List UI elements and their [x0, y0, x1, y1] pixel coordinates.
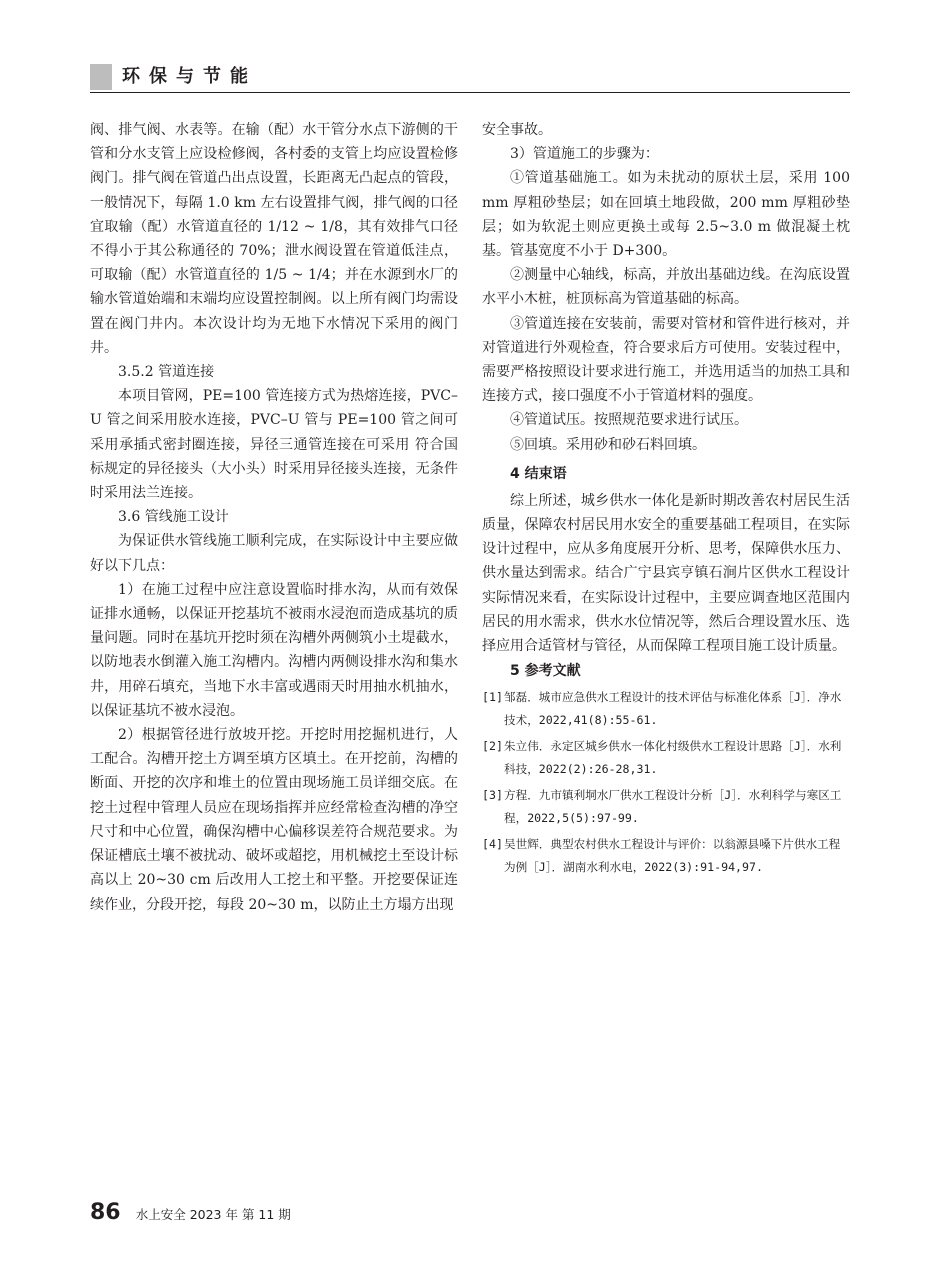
- right-column: [482, 118, 850, 882]
- left-paragraph-item-1: 1）在施工过程中应注意设置临时排水沟，从而有效保证排水通畅，以保证开挖基坑不被雨水浸泡而造成基坑的质量问题。同时在基坑开挖时须在沟槽外两侧筑小土堤截水，以防地表水倒灌入施工沟槽内。沟槽内两侧设排水沟和集水井，用碎石填充，当地下水丰富或遇雨天时用抽水机抽水，以保证基坑不被水浸泡。: [90, 581, 458, 719]
- reference-item: [482, 686, 850, 732]
- heading-3-6: 3.6 管线施工设计: [118, 509, 229, 526]
- right-paragraph-item-3: 3）管道施工的步骤为：: [510, 146, 659, 163]
- reference-text: 方程．九市镇利垌水厂供水工程设计分析［J］．水利科学与寒区工程，2022,5(5):97-99.: [504, 788, 842, 826]
- right-paragraph-step-4: ④管道试压。按照规范要求进行试压。: [510, 412, 748, 429]
- left-column: [90, 118, 458, 917]
- section-header-title: 环保与节能: [122, 66, 257, 87]
- right-paragraph-step-5: ⑤回填。采用砂和砂石料回填。: [510, 436, 706, 453]
- reference-number: [3]: [482, 788, 503, 803]
- heading-5-references: 5 参考文献: [510, 663, 581, 680]
- journal-issue: 水上安全 2023 年 第 11 期: [135, 1207, 291, 1222]
- reference-item: [482, 833, 850, 879]
- left-paragraph-item-2: 2）根据管径进行放坡开挖。开挖时用挖掘机进行，人工配合。沟槽开挖土方调至填方区填土。在开挖前，沟槽的断面、开挖的次序和堆土的位置由现场施工员详细交底。在挖土过程中管理人员应在现场指挥并应经常检查沟槽的净空尺寸和中心位置，确保沟槽中心偏移误差符合规范要求。为保证槽底土壤不被扰动、破坏或超挖，用机械挖土至设计标高以上 20~30 cm 后改用人工挖土和平整。开挖要保证连续作业，分段开挖，每段 20~30 m，以防止土方塌方出现: [90, 727, 458, 913]
- reference-text: 吴世辉．典型农村供水工程设计与评价：以翁源县嗓下片供水工程为例［J］．湖南水利水电，2022(3):91-94,97.: [504, 837, 841, 875]
- reference-number: [2]: [482, 739, 503, 754]
- reference-item: [482, 784, 850, 830]
- right-paragraph-step-2: ②测量中心轴线，标高，并放出基础边线。在沟底设置水平小木桩，桩顶标高为管道基础的标高。: [482, 267, 850, 308]
- page-number: 86: [90, 1200, 121, 1225]
- reference-number: [4]: [482, 837, 503, 852]
- heading-3-5-2: 3.5.2 管道连接: [118, 364, 215, 381]
- reference-text: 朱立伟．永定区城乡供水一体化村级供水工程设计思路［J］．水利科技，2022(2):26-28,31.: [504, 739, 842, 777]
- header-block: [90, 64, 112, 90]
- reference-item: [482, 735, 850, 781]
- right-paragraph-step-1: ①管道基础施工。如为未扰动的原状土层，采用 100 mm 厚粗砂垫层；如在回填土地段做，200 mm 厚粗砂垫层；如为软泥土则应更换土或每 2.5~3.0 m 做混凝土枕基。管基宽度不小于 D+300。: [482, 170, 850, 260]
- heading-4-conclusion: 4 结束语: [510, 465, 567, 482]
- reference-number: [1]: [482, 690, 503, 705]
- reference-text: 邹磊．城市应急供水工程设计的技术评估与标准化体系［J］．净水技术，2022,41(8):55-61.: [504, 690, 842, 728]
- left-paragraph-intro: 为保证供水管线施工顺利完成，在实际设计中主要应做好以下几点：: [90, 533, 458, 574]
- right-paragraph-conclusion: 综上所述，城乡供水一体化是新时期改善农村居民生活质量，保障农村居民用水安全的重要基础工程项目，在实际设计过程中，应从多角度展开分析、思考，保障供水压力、供水量达到需求。结合广宁县宾亨镇石涧片区供水工程设计实际情况来看，在实际设计过程中，主要应调查地区范围内居民的用水需求，供水水位情况等，然后合理设置水压、选择应用合适管材与管径，从而保障工程项目施工设计质量。: [482, 492, 850, 655]
- left-paragraph-pipe-connection: 本项目管网，PE=100 管连接方式为热熔连接，PVC–U 管之间采用胶水连接，PVC–U 管与 PE=100 管之间可采用承插式密封圈连接，异径三通管连接在可采用 符合国标规定的异径接头（大小头）时采用异径接头连接，无条件时采用法兰连接。: [90, 388, 458, 502]
- left-paragraph-valves: 阀、排气阀、水表等。在输（配）水干管分水点下游侧的干管和分水支管上应设检修阀，各村委的支管上均应设置检修阀门。排气阀在管道凸出点设置，长距离无凸起点的管段，一般情况下，每隔 1.0 km 左右设置排气阀，排气阀的口径宜取输（配）水管道直径的 1/12 ~ 1/8，其有效排气口径不得小于其公称通径的 70%；泄水阀设置在管道低洼点，可取输（配）水管道直径的 1/5 ~ 1/4；并在水源到水厂的输水管道始端和末端均应设置控制阀。以上所有阀门均需设置在阀门井内。本次设计均为无地下水情况下采用的阀门井。: [90, 122, 458, 356]
- reference-list: [482, 686, 850, 879]
- right-paragraph-continuation: 安全事故。: [482, 122, 552, 138]
- right-paragraph-step-3: ③管道连接在安装前，需要对管材和管件进行核对，并对管道进行外观检查，符合要求后方可使用。安装过程中，需要严格按照设计要求进行施工，并选用适当的加热工具和连接方式，接口强度不小于管道材料的强度。: [482, 315, 850, 405]
- page-footer: [90, 1200, 291, 1225]
- header-rule: [90, 92, 850, 93]
